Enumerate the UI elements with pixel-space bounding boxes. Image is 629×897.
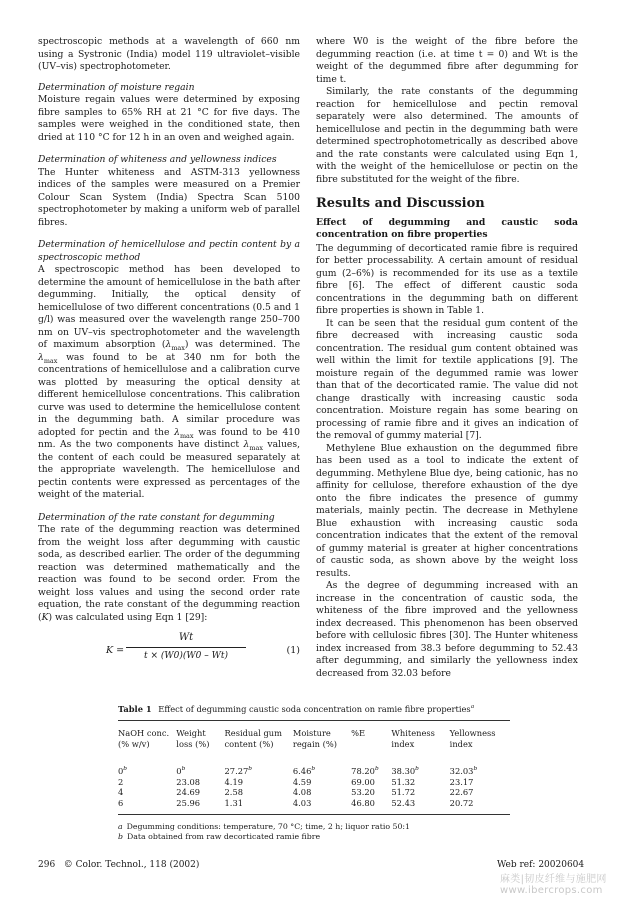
table-header-cell xyxy=(391,721,449,758)
cell-value: 4.59 xyxy=(292,776,312,787)
cell-value: 1.31 xyxy=(224,797,244,808)
table-caption-text: Effect of degumming caustic soda concentration on ramie fibre properties xyxy=(158,704,471,714)
cell-value: 52.43 xyxy=(391,797,416,808)
cell-value: 53.20 xyxy=(351,787,375,797)
table-cell xyxy=(176,777,224,788)
cell-value: 4.03 xyxy=(292,797,312,808)
table-header-line: index xyxy=(449,738,473,749)
table-cell xyxy=(225,798,293,815)
table-body xyxy=(118,758,510,814)
cell-value: 69.00 xyxy=(351,776,375,787)
table-cell xyxy=(391,798,449,815)
cell-value: 20.72 xyxy=(449,797,474,808)
table-cell xyxy=(176,758,224,777)
table-cell xyxy=(391,777,449,788)
table-header-line: %E xyxy=(351,728,366,738)
equation-lhs: K = xyxy=(106,645,125,656)
cell-value: 51.72 xyxy=(391,787,416,797)
table-header-cell xyxy=(450,721,510,758)
table-1 xyxy=(118,704,510,842)
results-paragraph-4: As the degree of degumming increased with an increase in the concentration of caustic soda, the whiteness of the fibre improved and the yellowness index decreased. This phenomenon has been observed before with cellulosic fibres [30]. The Hunter whiteness index increased from 38.3 before degumming to 52.43 after degumming, and similarly the yellowness index decreased from 32.03 before xyxy=(316,580,578,679)
table-cell xyxy=(351,798,391,815)
table-header-line: (% w/v) xyxy=(118,738,150,749)
left-column xyxy=(38,36,300,674)
cell-value: 46.80 xyxy=(351,797,375,808)
table-cell xyxy=(351,777,391,788)
table-footnotes xyxy=(118,822,510,842)
table-header-line: Residual gum xyxy=(224,728,283,738)
table-row xyxy=(118,777,510,788)
cell-value: 25.96 xyxy=(176,797,201,808)
table-header-line: loss (%) xyxy=(176,738,210,749)
web-ref: Web ref: 20020604 xyxy=(497,860,585,870)
table-header-cell xyxy=(118,721,176,758)
cell-value: 4.08 xyxy=(292,787,312,797)
right-column xyxy=(316,36,578,680)
cell-value: 78.20 xyxy=(351,766,375,776)
table-cell xyxy=(118,787,176,798)
cell-value: 51.32 xyxy=(391,776,416,787)
moisture-heading: Determination of moisture regain xyxy=(38,81,195,93)
page-number: 296 xyxy=(38,860,56,870)
table-cell xyxy=(225,758,293,777)
cell-value: 32.03 xyxy=(449,766,474,776)
table-cell xyxy=(225,787,293,798)
table-cell xyxy=(176,787,224,798)
table-header-line: Yellowness xyxy=(449,728,496,738)
cell-value: 22.67 xyxy=(449,787,474,797)
cell-value: 23.17 xyxy=(449,776,474,787)
results-paragraph-1: The degumming of decorticated ramie fibre is required for better processability. A certain amount of residual gum (2–6%) is recommended for its use as a textile fibre [6]. The effect of different caustic soda concentrations in the degumming bath on different fibre properties is shown in Table 1. xyxy=(316,242,578,316)
cell-footnote-mark: b xyxy=(473,766,478,773)
table-cell xyxy=(293,758,351,777)
cell-value: 0 xyxy=(118,766,124,776)
table-cell xyxy=(225,777,293,788)
footnote-mark: a xyxy=(118,822,123,831)
results-paragraph-2: It can be seen that the residual gum content of the fibre decreased with increasing caustic soda concentration. The residual gum content obtained was well within the limit for textile applications [9]. The moisture regain of the degummed ramie was lower than that of the decorticated ramie. The value did not change drastically with increasing caustic soda concentration. Moisture regain has some bearing on processing of ramie fibre and it gives an indication of the removal of gummy material [7]. xyxy=(316,317,578,441)
table-header-cell xyxy=(351,721,391,758)
table-row xyxy=(118,758,510,777)
cell-value: 24.69 xyxy=(176,787,201,797)
section-heading: Results and Discussion xyxy=(316,196,485,211)
table-header-row xyxy=(118,721,510,758)
rate-heading: Determination of the rate constant for degumming xyxy=(38,511,275,523)
table-cell xyxy=(450,777,510,788)
table-cell xyxy=(176,798,224,815)
cell-value: 23.08 xyxy=(176,776,201,787)
table-cell xyxy=(450,758,510,777)
cell-footnote-mark: b xyxy=(374,766,379,773)
table-caption-mark: a xyxy=(470,704,475,711)
table-cell xyxy=(293,777,351,788)
cell-footnote-mark: b xyxy=(181,766,186,773)
table-header-cell xyxy=(176,721,224,758)
table-footnote xyxy=(118,832,510,842)
cell-value: 2.58 xyxy=(224,787,244,797)
table-header-line: Moisture xyxy=(292,728,331,738)
where-paragraph: where W0 is the weight of the fibre before the degumming reaction (i.e. at time t = 0) and Wt is the weight of the degummed fibre after degumming for time t. xyxy=(316,36,578,85)
cell-value: 6 xyxy=(118,797,124,808)
cell-value: 38.30 xyxy=(391,766,416,776)
table-cell xyxy=(391,758,449,777)
equation-1 xyxy=(38,632,300,674)
hemicellulose-paragraph: A spectroscopic method has been developed to determine the amount of hemicellulose in the bath after degumming. Initially, the optical density of hemicellulose of two different concentrations (0.5 and 1 g/l) was measured over the wavelength range 250–700 nm on UV–vis spectrophotometer and the wavelength of maximum absorption $(\lambda_{max})$ was determined. The $\lambda_{max}$ was found to be at 340 nm for both the concentrations of hemicellulose and a calibration curve was plotted by measuring the optical density at different hemicellulose concentrations. This calibration curve was used to determine the hemicellulose content in the degumming bath. A similar procedure was adopted for pectin and the $\lambda_{max}$ was found to be 410 nm. As the two components have distinct $\lambda_{max}$ values, the content of each could be measured separately at the appropriate wavelength. The hemicellulose and pectin contents were expressed as percentages of the weight of the material. xyxy=(38,264,301,500)
table-bottom-rule xyxy=(118,814,510,815)
footnote-text: Degumming conditions: temperature, 70 °C; time, 2 h; liquor ratio 50:1 xyxy=(126,822,411,831)
table-label: Table 1 xyxy=(118,704,152,714)
table-cell xyxy=(450,798,510,815)
cell-value: 6.46 xyxy=(292,766,312,776)
equation-fraction xyxy=(126,632,246,662)
table-cell xyxy=(118,777,176,788)
table-cell xyxy=(118,798,176,815)
table-header-line: content (%) xyxy=(224,738,274,749)
cell-value: 27.27 xyxy=(224,766,249,776)
whiteness-heading: Determination of whiteness and yellowness indices xyxy=(38,154,277,165)
table-cell xyxy=(118,758,176,777)
cell-footnote-mark: b xyxy=(415,766,419,773)
journal-citation: © Color. Technol., 118 (2002) xyxy=(63,860,200,870)
table-header-line: index xyxy=(391,738,415,749)
whiteness-paragraph: The Hunter whiteness and ASTM-313 yellowness indices of the samples were measured on a Premier Colour Scan System (India) Spectra Scan 5100 spectrophotometer by making a uniform web of parallel fibres. xyxy=(38,166,300,228)
table-header-cell xyxy=(225,721,293,758)
intro-paragraph: spectroscopic methods at a wavelength of 660 nm using a Systronic (India) model 119 ultraviolet–visible (UV–vis) spectrophotometer. xyxy=(38,36,300,72)
hemicellulose-heading: Determination of hemicellulose and pectin content by a spectroscopic method xyxy=(38,239,300,263)
equation-number: (1) xyxy=(286,645,300,656)
table-row xyxy=(118,787,510,798)
moisture-paragraph: Moisture regain values were determined by exposing fibre samples to 65% RH at 21 °C for five days. The samples were weighed in the conditioned state, then dried at 110 °C for 12 h in an oven and weighed again. xyxy=(38,94,300,143)
table-header-line: NaOH conc. xyxy=(118,728,170,738)
footnote-mark: b xyxy=(118,832,123,841)
subsection-heading: Effect of degumming and caustic soda concentration on fibre properties xyxy=(316,216,578,240)
table-header-line: regain (%) xyxy=(292,738,338,749)
table-cell xyxy=(450,787,510,798)
properties-table xyxy=(118,721,510,814)
table-cell xyxy=(351,758,391,777)
equation-numerator: Wt xyxy=(126,632,246,648)
table-row xyxy=(118,798,510,815)
cell-value: 2 xyxy=(118,776,124,787)
results-paragraph-3: Methylene Blue exhaustion on the degummed fibre has been used as a tool to indicate the extent of degumming. Methylene Blue dye, being cationic, has no affinity for cellulose, therefore exhaustion of the dye onto the fibre indicates the presence of gummy materials, mainly pectin. The decrease in Methylene Blue exhaustion with increasing caustic soda concentration indicates that the extent of the removal of gummy material is greater at higher concentrations of caustic soda, as shown above by the weight loss results. xyxy=(316,442,578,579)
page-footer-left xyxy=(38,860,199,870)
table-cell xyxy=(391,787,449,798)
similarly-paragraph: Similarly, the rate constants of the degumming reaction for hemicellulose and pectin removal separately were also determined. The amounts of hemicellulose and pectin in the degumming bath were determined spectrophotometrically as described above and the rate constants were calculated using Eqn 1, with the weight of the hemicellulose or pectin on the fibre substituted for the weight of the fibre. xyxy=(316,86,578,185)
cell-value: 0 xyxy=(176,766,182,776)
table-header-line: Weight xyxy=(176,728,206,738)
cell-footnote-mark: b xyxy=(123,766,127,773)
cell-footnote-mark: b xyxy=(311,766,316,773)
table-footnote xyxy=(118,822,510,832)
site-watermark: 麻类|韧皮纤维与施肥网 www.ibercrops.com xyxy=(500,874,607,896)
cell-value: 4 xyxy=(118,787,124,797)
table-header-cell xyxy=(293,721,351,758)
cell-footnote-mark: b xyxy=(248,766,253,773)
table-header-line: Whiteness xyxy=(391,728,435,738)
footnote-text: Data obtained from raw decorticated ramie fibre xyxy=(127,832,321,841)
table-caption xyxy=(118,704,510,714)
cell-value: 4.19 xyxy=(224,776,244,787)
table-cell xyxy=(293,798,351,815)
equation-denominator: t × (W0)(W0 – Wt) xyxy=(144,650,228,661)
table-cell xyxy=(293,787,351,798)
rate-paragraph: The rate of the degumming reaction was determined from the weight loss after degumming with caustic soda, as described earlier. The order of the degumming reaction was determined mathematically and the reaction was found to be second order. From the weight loss values and using the second order rate equation, the rate constant of the degumming reaction (K) was calculated using Eqn 1 [29]: xyxy=(38,524,300,623)
table-cell xyxy=(351,787,391,798)
